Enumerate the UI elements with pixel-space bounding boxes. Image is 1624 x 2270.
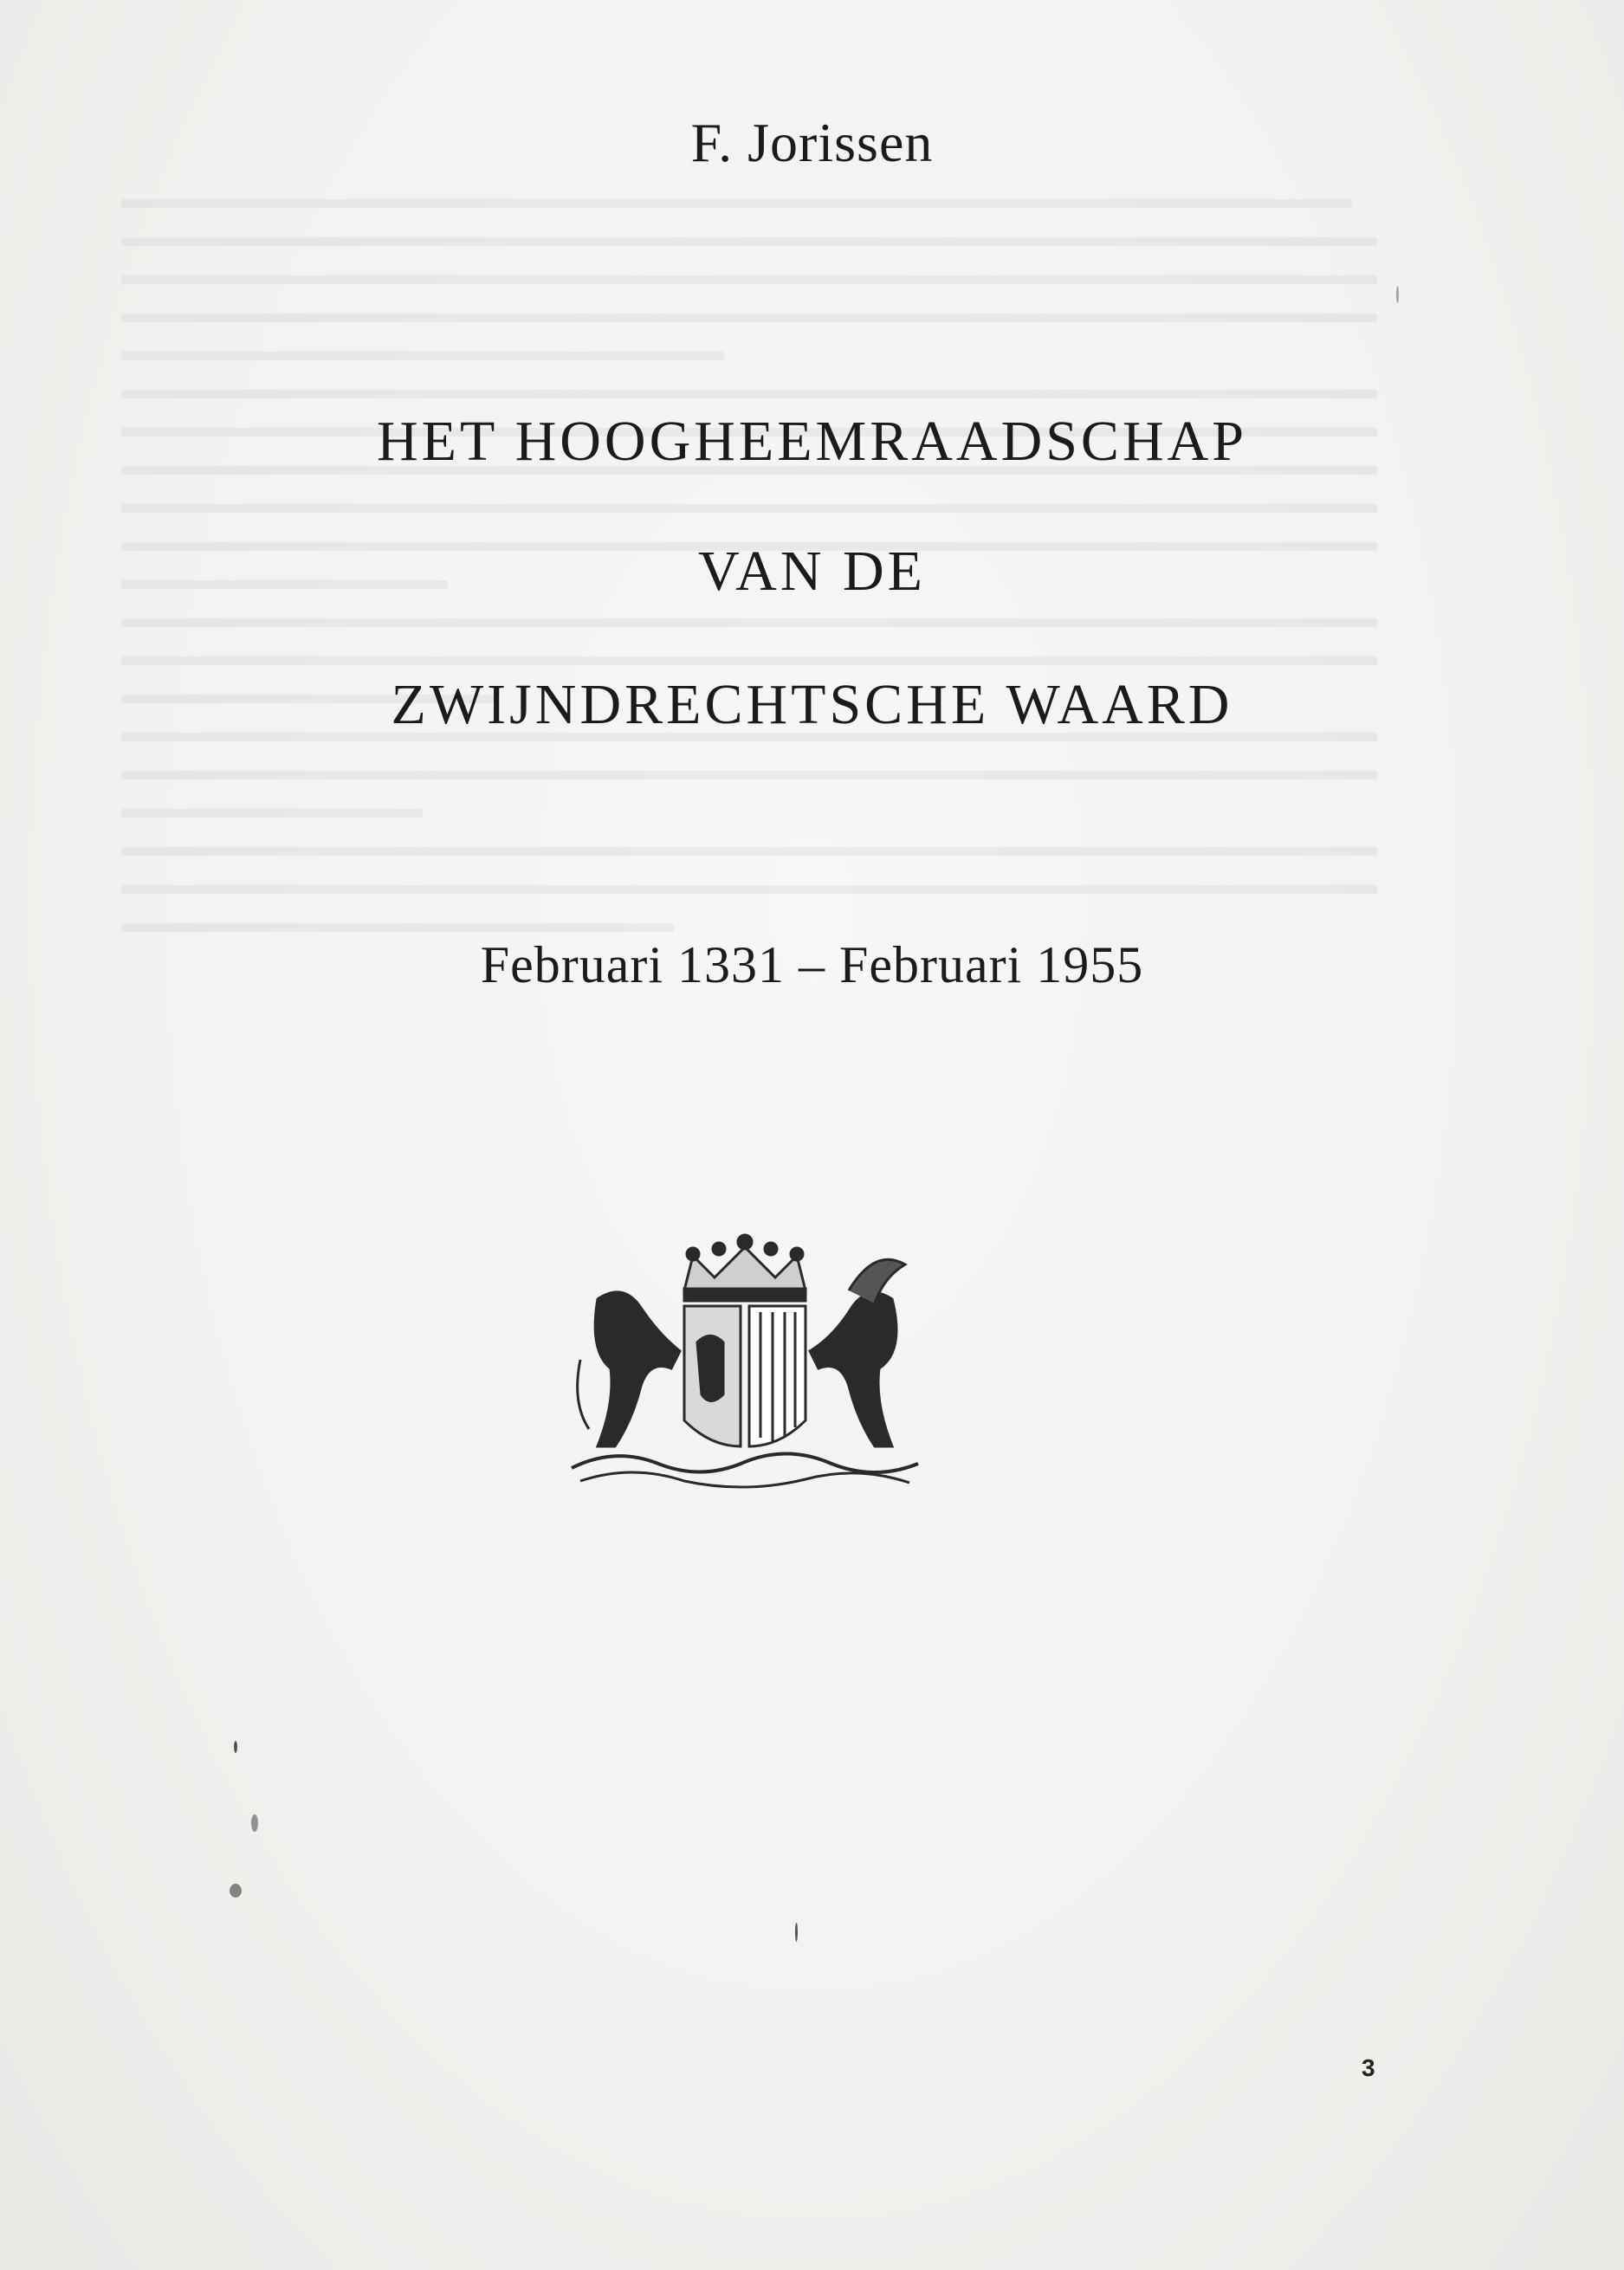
title-line-1: HET HOOGHEEMRAADSCHAP	[376, 410, 1247, 473]
author-name: F. Jorissen	[690, 112, 934, 173]
paper-speck	[234, 1741, 237, 1753]
title-line-2: VAN DE	[698, 540, 926, 603]
paper-speck	[795, 1923, 798, 1942]
date-range: Februari 1331 – Februari 1955	[480, 936, 1144, 993]
paper-speck	[1396, 286, 1399, 303]
coat-of-arms-icon	[563, 1230, 927, 1507]
title-line-3: ZWIJNDRECHTSCHE WAARD	[391, 673, 1233, 736]
page-number: 3	[1362, 2054, 1375, 2081]
paper-speck	[230, 1884, 242, 1898]
paper-speck	[251, 1814, 258, 1832]
